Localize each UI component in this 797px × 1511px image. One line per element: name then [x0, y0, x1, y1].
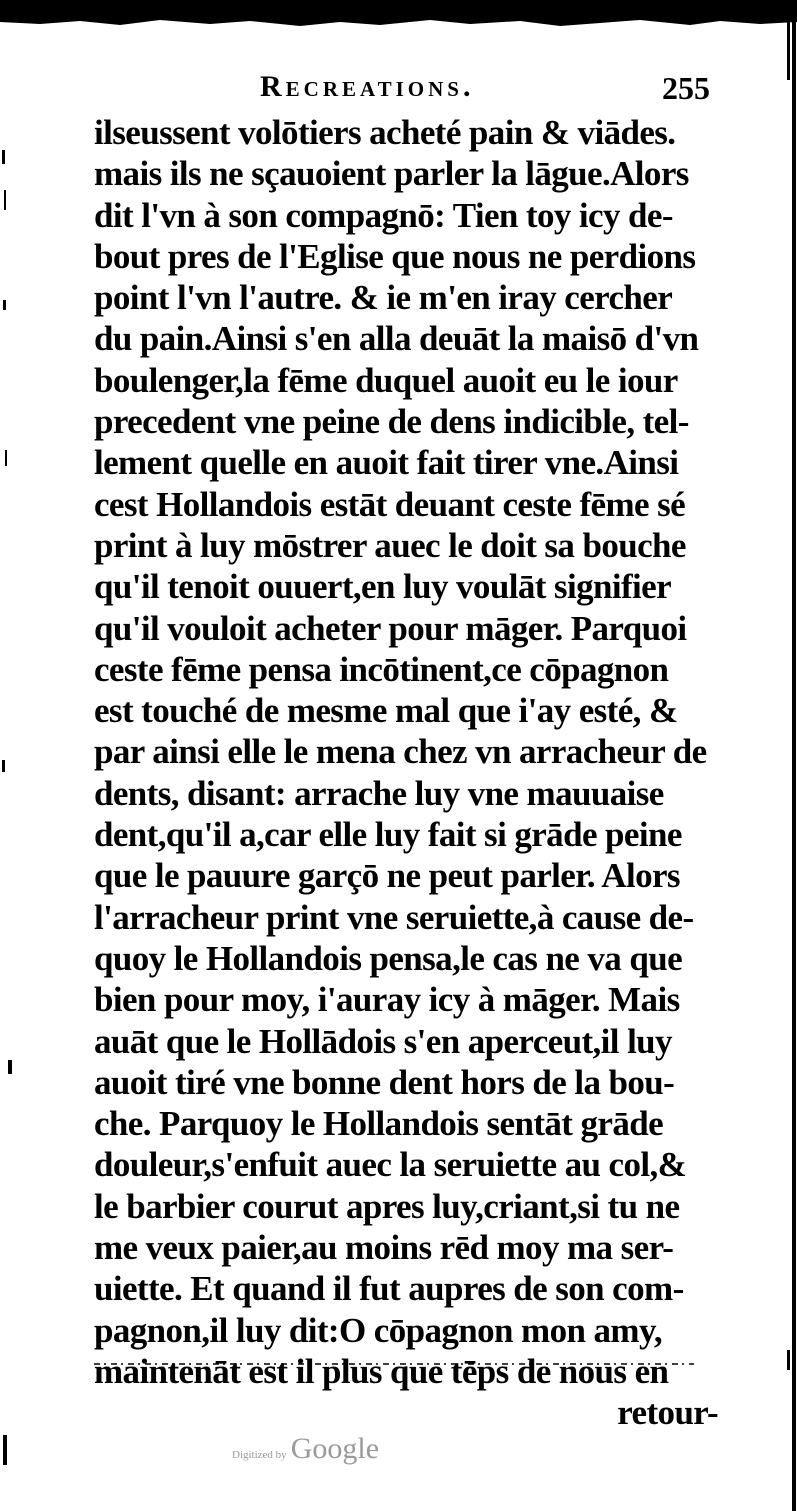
text-line: dent,qu'il a,car elle luy fait si grāde peine: [94, 815, 682, 855]
text-line: l'arracheur print vne seruiette,à cause de-: [94, 897, 694, 937]
page-number: 255: [662, 70, 710, 106]
text-line: auāt que le Hollādois s'en aperceut,il luy: [94, 1021, 672, 1061]
text-line: douleur,s'enfuit auec la seruiette au col,&: [94, 1145, 687, 1185]
text-line: dents, disant: arrache luy vne mauuaise: [94, 773, 664, 813]
text-line: me veux paier,au moins rēd moy ma ser-: [94, 1228, 674, 1268]
text-line: cest Hollandois estāt deuant ceste fēme sé: [94, 484, 686, 524]
text-line: print à luy mōstrer auec le doit sa bouche: [94, 525, 686, 565]
body-text: [94, 112, 718, 1434]
text-line: ceste fēme pensa incōtinent,ce cōpagnon: [94, 649, 669, 689]
text-line: lement quelle en auoit fait tirer vne.Ainsi: [94, 443, 679, 483]
scan-left-edge-marks: [0, 0, 14, 1511]
scan-top-edge-noise: [0, 18, 797, 28]
text-line: dit l'vn à son compagnō: Tien toy icy de-: [94, 195, 673, 235]
text-line: mais ils ne sçauoient parler la lāgue.Alors: [94, 154, 689, 194]
catchword: retour-: [617, 1393, 718, 1433]
text-line: le barbier courut apres luy,criant,si tu ne: [94, 1186, 680, 1226]
text-line: maintenāt est il plus que tēps de nous en: [94, 1351, 669, 1391]
text-line: auoit tiré vne bonne dent hors de la bou-: [94, 1062, 675, 1102]
ink-smudge-rule: [94, 1362, 694, 1366]
text-line: qu'il tenoit ouuert,en luy voulāt signifier: [94, 567, 672, 607]
page-header: [260, 70, 710, 110]
text-line: uiette. Et quand il fut aupres de son com-: [94, 1269, 684, 1309]
text-line: que le pauure garçō ne peut parler. Alors: [94, 856, 680, 896]
text-line: bout pres de l'Eglise que nous ne perdions: [94, 236, 696, 276]
text-line: bien pour moy, i'auray icy à māger. Mais: [94, 980, 680, 1020]
text-line: che. Parquoy le Hollandois sentāt grāde: [94, 1104, 664, 1144]
text-line: est touché de mesme mal que i'ay esté, &: [94, 691, 678, 731]
watermark-prefix: Digitized by: [232, 1449, 287, 1461]
text-line: qu'il vouloit acheter pour māger. Parquoi: [94, 608, 687, 648]
digitized-by-google-watermark: [232, 1432, 379, 1466]
text-line: precedent vne peine de dens indicible, tel-: [94, 402, 689, 442]
scan-right-edge-marks: [775, 0, 797, 1511]
text-line: du pain.Ainsi s'en alla deuāt la maisō d'vn: [94, 319, 699, 359]
watermark-brand: Google: [290, 1432, 380, 1465]
text-line: par ainsi elle le mena chez vn arracheur de: [94, 732, 707, 772]
text-line: quoy le Hollandois pensa,le cas ne va que: [94, 938, 683, 978]
text-line: pagnon,il luy dit:O cōpagnon mon amy,: [94, 1310, 663, 1350]
running-head: Recreations.: [260, 70, 475, 103]
scan-top-border: [0, 0, 797, 20]
text-line: point l'vn l'autre. & ie m'en iray cercher: [94, 278, 673, 318]
text-line: boulenger,la fēme duquel auoit eu le iour: [94, 360, 678, 400]
text-line: ilseussent volōtiers acheté pain & viādes.: [94, 113, 676, 152]
